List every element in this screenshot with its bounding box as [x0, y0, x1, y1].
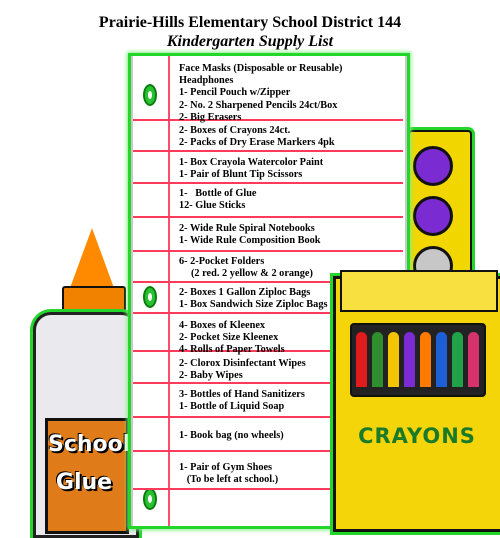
supply-group-2 [179, 125, 401, 149]
supply-item: Face Masks (Disposable or Reusable) [179, 63, 343, 74]
supply-item: 2- Baby Wipes [179, 370, 243, 382]
supply-group-1 [179, 63, 401, 124]
marker-cap-icon [413, 146, 453, 186]
crayon-icon [356, 332, 367, 387]
crayon-icon [436, 332, 447, 387]
supply-item: 4- Rolls of Paper Towels [179, 344, 285, 356]
supply-item: (2 red. 2 yellow & 2 orange) [191, 268, 313, 280]
supply-item: 2- Big Erasers [179, 111, 242, 123]
supply-item: 3- Bottles of Hand Sanitizers [179, 389, 305, 400]
paper-margin-line [168, 56, 170, 526]
supply-item: 2- Wide Rule Spiral Notebooks [179, 223, 315, 234]
supply-item: 12- Glue Sticks [179, 200, 246, 212]
binder-hole-icon [143, 286, 157, 308]
supply-item: 1- Box Crayola Watercolor Paint [179, 157, 324, 168]
marker-cap-icon [413, 196, 453, 236]
supply-item: Headphones [179, 75, 234, 87]
crayon-window [350, 323, 486, 397]
supply-item: 1- Pencil Pouch w/Zipper [179, 87, 291, 99]
supply-item: 1- Bottle of Glue [179, 188, 257, 199]
supply-item: 1- Box Sandwich Size Ziploc Bags [179, 299, 328, 311]
supply-item: 2- Pocket Size Kleenex [179, 332, 279, 344]
binder-hole-icon [143, 84, 157, 106]
supply-item: 1- Pair of Blunt Tip Scissors [179, 169, 303, 181]
list-subtitle: Kindergarten Supply List [166, 33, 334, 50]
crayon-icon [372, 332, 383, 387]
supply-item: 4- Boxes of Kleenex [179, 320, 266, 331]
supply-item: 2- Boxes 1 Gallon Ziploc Bags [179, 287, 311, 298]
crayons-label: CRAYONS [358, 424, 476, 448]
supply-group-5 [179, 223, 401, 247]
crayon-icon [404, 332, 415, 387]
supply-item: 1- Pair of Gym Shoes [179, 462, 273, 473]
supply-item: 2- Packs of Dry Erase Markers 4pk [179, 137, 335, 149]
crayon-icon [452, 332, 463, 387]
ruled-line [133, 150, 403, 152]
supply-item: 2- Boxes of Crayons 24ct. [179, 125, 291, 136]
glue-label-line-2: Glue [55, 470, 113, 495]
supply-group-3 [179, 157, 401, 181]
crayon-box-flap [340, 270, 498, 312]
supply-item: (To be left at school.) [179, 474, 279, 486]
supply-item: 1- Wide Rule Composition Book [179, 235, 321, 247]
crayon-icon [388, 332, 399, 387]
supply-item: 2- No. 2 Sharpened Pencils 24ct/Box [179, 99, 338, 111]
crayon-box-icon [333, 276, 500, 532]
crayon-icon [420, 332, 431, 387]
district-title: Prairie-Hills Elementary School District 144 [98, 14, 402, 31]
supply-item: 1- Bottle of Liquid Soap [179, 401, 285, 413]
ruled-line [133, 216, 403, 218]
crayon-icon [468, 332, 479, 387]
page-header [0, 14, 500, 51]
glue-label-line-1: School [48, 432, 131, 457]
binder-hole-icon [143, 488, 157, 510]
supply-item: 1- Book bag (no wheels) [179, 430, 284, 441]
supply-group-4 [179, 188, 401, 212]
supply-item: 6- 2-Pocket Folders [179, 256, 265, 267]
supply-item: 2- Clorox Disinfectant Wipes [179, 358, 306, 369]
ruled-line [133, 250, 403, 252]
ruled-line [133, 182, 403, 184]
glue-tip-icon [70, 228, 114, 288]
